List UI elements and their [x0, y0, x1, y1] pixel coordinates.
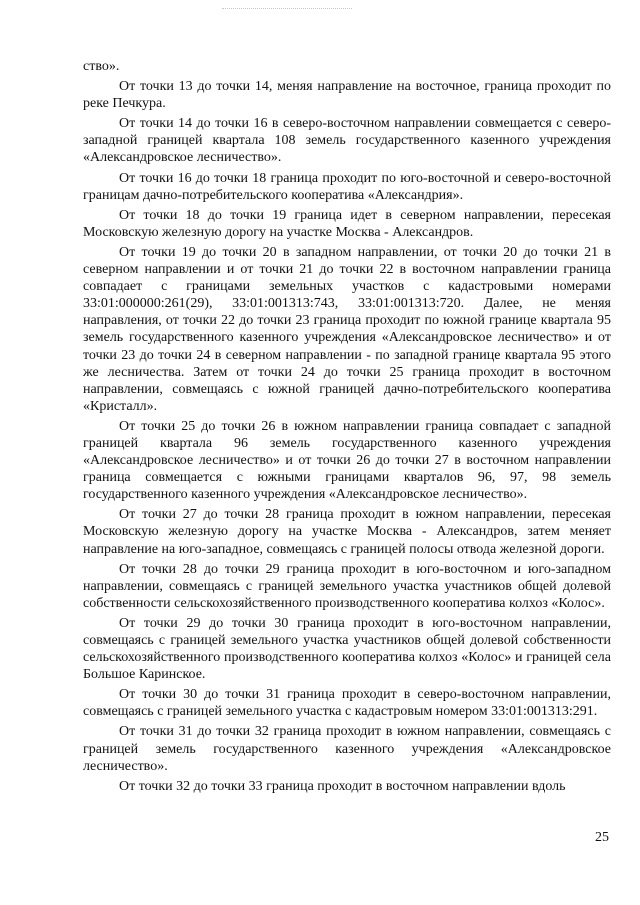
paragraph: От точки 29 до точки 30 граница проходит в юго-восточном направлении, совмещаясь с границей земельного участка участников общей долевой собственности сельскохозяйственного производственного кооператива колхоз «Колос» и границей села Большое Каринское. — [83, 615, 611, 683]
paragraph: От точки 19 до точки 20 в западном направлении, от точки 20 до точки 21 в северном направлении и от точки 21 до точки 22 в восточном направлении граница совпадает с границами земельных участков с кадастровыми номерами 33:01:000000:261(29), 33:01:001313:743, 33:01:001313:720. Далее, не меняя направления, от точки 22 до точки 23 граница проходит по южной границе квартала 95 земель государственного казенного учреждения «Александровское лесничество» и от точки 23 до точки 24 в северном направлении - по западной границе квартала 95 этого же лесничества. Затем от точки 24 до точки 25 граница проходит в восточном направлении, совмещаясь с южной границей дачно-потребительского кооператива «Кристалл». — [83, 244, 611, 414]
paragraph: От точки 14 до точки 16 в северо-восточном направлении совмещается с северо-западной границей квартала 108 земель государственного казенного учреждения «Александровское лесничество». — [83, 116, 611, 166]
page-number: 25 — [595, 830, 609, 845]
document-body — [83, 58, 611, 798]
paragraph: От точки 28 до точки 29 граница проходит в юго-восточном и юго-западном направлении, совмещаясь с границей земельного участка участников общей долевой собственности сельскохозяйственного производственного кооператива колхоз «Колос». — [83, 561, 611, 611]
paragraph: От точки 30 до точки 31 граница проходит в северо-восточном направлении, совмещаясь с границей земельного участка с кадастровым номером 33:01:001313:291. — [83, 687, 611, 720]
scan-artifact — [222, 8, 352, 10]
paragraph: От точки 16 до точки 18 граница проходит по юго-восточной и северо-восточной границам дачно-потребительского кооператива «Александрия». — [83, 170, 611, 203]
paragraph: От точки 13 до точки 14, меняя направление на восточное, граница проходит по реке Печкура. — [83, 79, 611, 112]
paragraph: От точки 31 до точки 32 граница проходит в южном направлении, совмещаясь с границей земель государственного казенного учреждения «Александровское лесничество». — [83, 724, 611, 774]
paragraph-continuation: ство». — [83, 59, 120, 74]
paragraph: От точки 25 до точки 26 в южном направлении граница совпадает с западной границей квартала 96 земель государственного казенного учреждения «Александровское лесничество» и от точки 26 до точки 27 в восточном направлении граница совмещается с южными границами кварталов 96, 97, 98 земель государственного казенного учреждения «Александровское лесничество». — [83, 418, 611, 503]
paragraph: От точки 32 до точки 33 граница проходит в восточном направлении вдоль — [119, 778, 566, 794]
paragraph: От точки 18 до точки 19 граница идет в северном направлении, пересекая Московскую железную дорогу на участке Москва - Александров. — [83, 207, 611, 240]
paragraph: От точки 27 до точки 28 граница проходит в южном направлении, пересекая Московскую железную дорогу на участке Москва - Александров, затем меняет направление на юго-западное, совмещаясь с границей полосы отвода железной дороги. — [83, 507, 611, 557]
